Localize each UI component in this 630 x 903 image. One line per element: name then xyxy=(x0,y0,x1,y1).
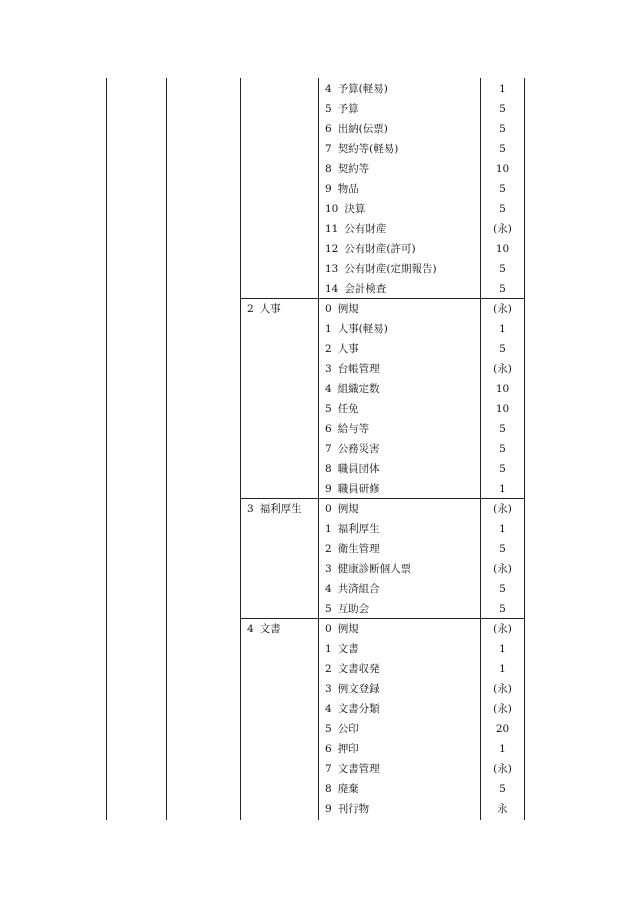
item-label xyxy=(325,759,380,779)
item-label xyxy=(325,399,359,419)
item-number: 1 xyxy=(325,643,332,655)
item-title: 刊行物 xyxy=(337,803,370,815)
table-row xyxy=(241,659,524,679)
item-label xyxy=(325,359,380,379)
item-label xyxy=(325,499,359,519)
item-label xyxy=(325,699,380,719)
item-number: 0 xyxy=(325,303,332,315)
item-label xyxy=(325,519,380,539)
table-row xyxy=(241,179,524,199)
item-label xyxy=(325,139,398,159)
table-row xyxy=(241,79,524,99)
item-number: 12 xyxy=(325,243,339,255)
retention-period: (永) xyxy=(493,763,512,775)
table-row xyxy=(241,619,524,639)
item-number: 7 xyxy=(325,443,332,455)
item-title: 共済組合 xyxy=(337,583,380,595)
item-number: 4 xyxy=(325,383,332,395)
item-title: 台帳管理 xyxy=(337,363,380,375)
retention-period: 1 xyxy=(499,83,506,95)
table-row xyxy=(241,159,524,179)
item-title: 決算 xyxy=(344,203,366,215)
item-title: 契約等 xyxy=(337,163,370,175)
table-row xyxy=(241,679,524,699)
item-number: 1 xyxy=(325,323,332,335)
item-label xyxy=(325,679,380,699)
retention-period: 5 xyxy=(499,263,506,275)
item-label xyxy=(325,639,359,659)
category-label xyxy=(247,299,281,319)
table-row xyxy=(241,119,524,139)
retention-period: (永) xyxy=(493,223,512,235)
retention-period: (永) xyxy=(493,503,512,515)
item-title: 例規 xyxy=(337,623,359,635)
retention-period: 5 xyxy=(499,143,506,155)
category-number: 2 xyxy=(247,303,254,315)
item-title: 公印 xyxy=(337,723,359,735)
item-number: 9 xyxy=(325,483,332,495)
item-title: 文書収発 xyxy=(337,663,380,675)
item-number: 7 xyxy=(325,143,332,155)
table-row xyxy=(241,519,524,539)
item-label xyxy=(325,259,437,279)
item-label xyxy=(325,339,359,359)
retention-period: (永) xyxy=(493,563,512,575)
table-row xyxy=(241,219,524,239)
item-label xyxy=(325,179,359,199)
category-number: 3 xyxy=(247,503,254,515)
column-rule xyxy=(166,78,167,820)
table-row xyxy=(241,559,524,579)
item-number: 6 xyxy=(325,743,332,755)
table-row xyxy=(241,379,524,399)
table-row xyxy=(241,239,524,259)
item-label xyxy=(325,99,359,119)
table-row xyxy=(241,759,524,779)
item-label xyxy=(325,219,386,239)
table-row xyxy=(241,599,524,619)
item-label xyxy=(325,539,380,559)
retention-period: 5 xyxy=(499,783,506,795)
category-number: 4 xyxy=(247,623,254,635)
table-row xyxy=(241,139,524,159)
retention-period: 10 xyxy=(495,163,510,175)
item-title: 公有財産(定期報告) xyxy=(344,263,437,275)
retention-period: 1 xyxy=(499,743,506,755)
table-row xyxy=(241,459,524,479)
item-title: 公有財産 xyxy=(344,223,387,235)
item-number: 5 xyxy=(325,723,332,735)
item-title: 健康診断個人票 xyxy=(337,563,412,575)
item-label xyxy=(325,199,365,219)
table-row xyxy=(241,259,524,279)
retention-period: (永) xyxy=(493,303,512,315)
item-title: 衛生管理 xyxy=(337,543,380,555)
retention-period: 5 xyxy=(499,603,506,615)
table-row xyxy=(241,319,524,339)
item-title: 組織定数 xyxy=(337,383,380,395)
item-number: 2 xyxy=(325,343,332,355)
item-label xyxy=(325,739,359,759)
retention-period: 10 xyxy=(495,243,510,255)
item-number: 3 xyxy=(325,683,332,695)
item-title: 文書管理 xyxy=(337,763,380,775)
item-number: 2 xyxy=(325,543,332,555)
item-title: 例規 xyxy=(337,303,359,315)
item-label xyxy=(325,659,380,679)
retention-period: 10 xyxy=(495,383,510,395)
retention-period: 1 xyxy=(499,643,506,655)
table-row xyxy=(241,479,524,499)
table-row xyxy=(241,299,524,319)
item-label xyxy=(325,779,359,799)
retention-period: 5 xyxy=(499,203,506,215)
item-title: 職員団体 xyxy=(337,463,380,475)
table-row xyxy=(241,719,524,739)
table-row xyxy=(241,639,524,659)
item-number: 6 xyxy=(325,123,332,135)
table-row xyxy=(241,779,524,799)
item-title: 予算(軽易) xyxy=(337,83,388,95)
item-number: 5 xyxy=(325,403,332,415)
retention-period: 10 xyxy=(495,403,510,415)
retention-period: 5 xyxy=(499,583,506,595)
retention-period: 5 xyxy=(499,183,506,195)
column-rule xyxy=(106,78,107,820)
item-title: 押印 xyxy=(337,743,359,755)
item-title: 福利厚生 xyxy=(337,523,380,535)
item-label xyxy=(325,379,380,399)
retention-period: 1 xyxy=(499,663,506,675)
item-number: 11 xyxy=(325,223,339,235)
item-number: 0 xyxy=(325,623,332,635)
retention-period: 5 xyxy=(499,463,506,475)
table-row xyxy=(241,419,524,439)
item-title: 公務災害 xyxy=(337,443,380,455)
item-label xyxy=(325,459,380,479)
item-title: 文書分類 xyxy=(337,703,380,715)
item-number: 4 xyxy=(325,583,332,595)
item-number: 1 xyxy=(325,523,332,535)
table-row xyxy=(241,99,524,119)
table-row xyxy=(241,739,524,759)
retention-period: 5 xyxy=(499,123,506,135)
item-label xyxy=(325,719,359,739)
item-label xyxy=(325,239,416,259)
item-number: 5 xyxy=(325,603,332,615)
table-row xyxy=(241,399,524,419)
retention-period: 5 xyxy=(499,443,506,455)
table-row xyxy=(241,279,524,299)
item-number: 4 xyxy=(325,83,332,95)
item-label xyxy=(325,159,369,179)
item-title: 任免 xyxy=(337,403,359,415)
item-title: 人事(軽易) xyxy=(337,323,388,335)
item-title: 例規 xyxy=(337,503,359,515)
category-name: 福利厚生 xyxy=(259,503,302,515)
retention-period: 1 xyxy=(499,483,506,495)
retention-period: 20 xyxy=(495,723,510,735)
item-title: 会計検査 xyxy=(344,283,387,295)
retention-period: 1 xyxy=(499,323,506,335)
item-label xyxy=(325,319,388,339)
item-title: 給与等 xyxy=(337,423,370,435)
retention-period: (永) xyxy=(493,683,512,695)
item-title: 例文登録 xyxy=(337,683,380,695)
item-number: 9 xyxy=(325,803,332,815)
item-title: 予算 xyxy=(337,103,359,115)
category-name: 文書 xyxy=(259,623,281,635)
item-number: 9 xyxy=(325,183,332,195)
item-label xyxy=(325,419,369,439)
item-number: 8 xyxy=(325,163,332,175)
retention-period: 5 xyxy=(499,283,506,295)
item-label xyxy=(325,119,388,139)
table-row xyxy=(241,579,524,599)
table-row xyxy=(241,699,524,719)
item-title: 廃棄 xyxy=(337,783,359,795)
retention-period: (永) xyxy=(493,623,512,635)
item-number: 10 xyxy=(325,203,339,215)
item-label xyxy=(325,799,369,819)
item-number: 8 xyxy=(325,783,332,795)
item-label xyxy=(325,579,380,599)
retention-period: 永 xyxy=(497,803,508,815)
item-label xyxy=(325,619,359,639)
item-number: 7 xyxy=(325,763,332,775)
item-number: 0 xyxy=(325,503,332,515)
category-name: 人事 xyxy=(259,303,281,315)
table-row xyxy=(241,499,524,519)
retention-period: 5 xyxy=(499,423,506,435)
item-number: 4 xyxy=(325,703,332,715)
item-number: 5 xyxy=(325,103,332,115)
item-number: 13 xyxy=(325,263,339,275)
item-title: 公有財産(許可) xyxy=(344,243,416,255)
retention-period: 5 xyxy=(499,103,506,115)
item-number: 2 xyxy=(325,663,332,675)
item-title: 人事 xyxy=(337,343,359,355)
retention-period: 1 xyxy=(499,523,506,535)
item-number: 3 xyxy=(325,563,332,575)
retention-period: (永) xyxy=(493,363,512,375)
item-number: 14 xyxy=(325,283,339,295)
retention-period: 5 xyxy=(499,543,506,555)
table-row xyxy=(241,359,524,379)
table-row xyxy=(241,199,524,219)
item-label xyxy=(325,279,386,299)
item-title: 職員研修 xyxy=(337,483,380,495)
item-label xyxy=(325,479,380,499)
table-row xyxy=(241,339,524,359)
item-number: 6 xyxy=(325,423,332,435)
item-label xyxy=(325,559,411,579)
item-title: 物品 xyxy=(337,183,359,195)
item-title: 契約等(軽易) xyxy=(337,143,399,155)
category-label xyxy=(247,499,302,519)
item-label xyxy=(325,299,359,319)
column-rule xyxy=(524,78,525,820)
table-row xyxy=(241,439,524,459)
item-title: 出納(伝票) xyxy=(337,123,388,135)
table-row xyxy=(241,539,524,559)
retention-period: (永) xyxy=(493,703,512,715)
item-title: 文書 xyxy=(337,643,359,655)
table-row xyxy=(241,799,524,819)
item-label xyxy=(325,599,369,619)
retention-period: 5 xyxy=(499,343,506,355)
category-label xyxy=(247,619,281,639)
item-label xyxy=(325,439,380,459)
item-number: 8 xyxy=(325,463,332,475)
item-number: 3 xyxy=(325,363,332,375)
item-label xyxy=(325,79,388,99)
item-title: 互助会 xyxy=(337,603,370,615)
